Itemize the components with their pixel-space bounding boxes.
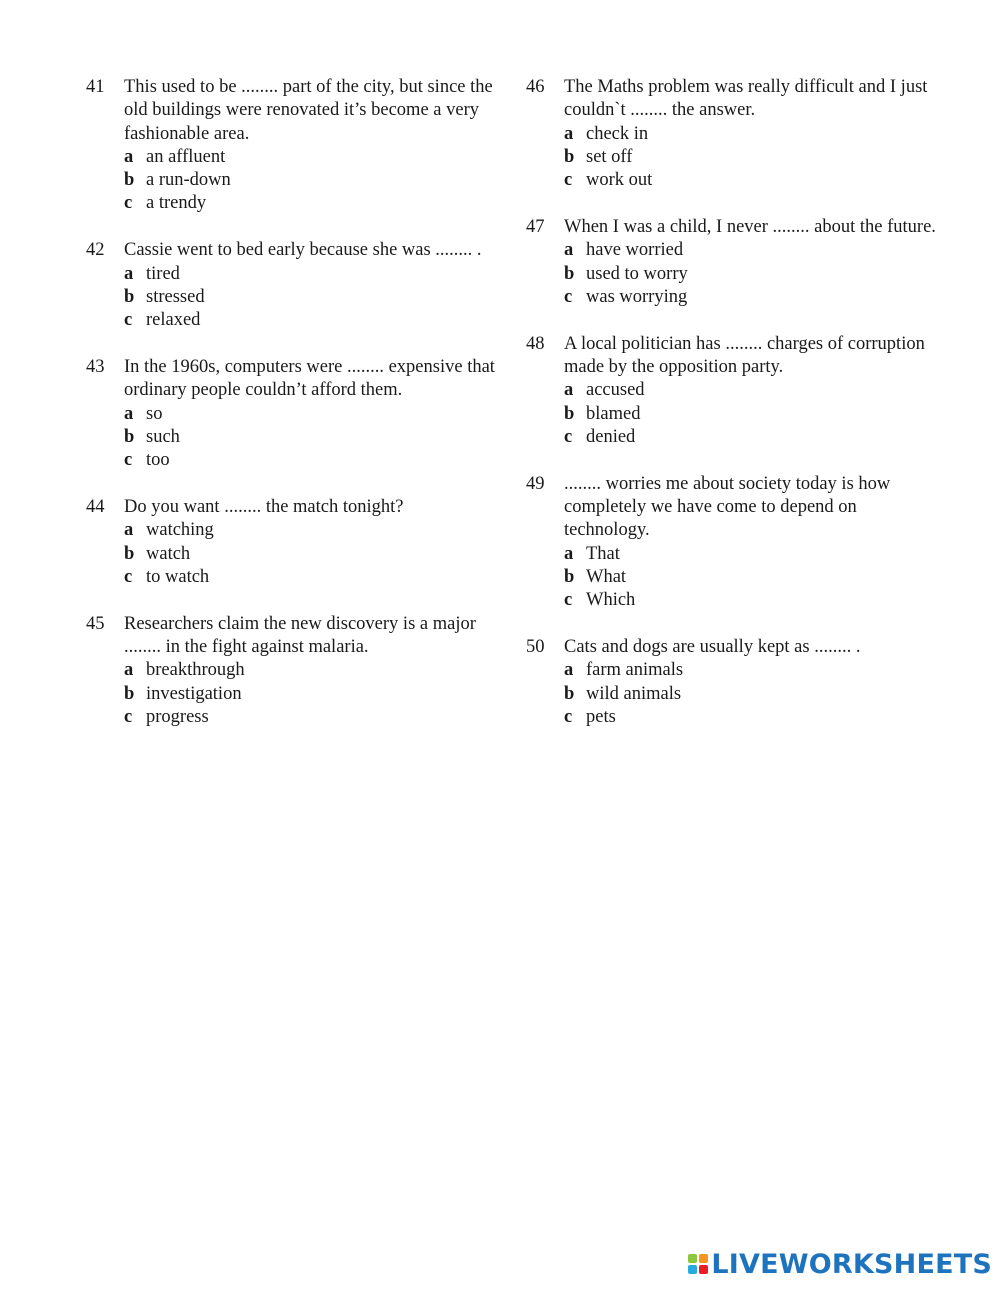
option-letter: c [124,450,133,471]
question-46 [526,76,946,192]
answer-option-c[interactable] [564,426,946,449]
option-text: work out [586,170,653,191]
option-text: relaxed [146,310,201,331]
option-text: Which [586,590,636,611]
option-letter: b [124,683,135,704]
option-letter: c [564,286,573,307]
answer-option-a[interactable] [564,543,946,566]
question-number: 41 [86,77,105,97]
answer-option-c[interactable] [124,566,496,589]
answer-option-b[interactable] [564,683,946,706]
option-text: blamed [586,403,641,424]
option-text: stressed [146,286,205,307]
question-text: ........ worries me about society today is how completely we have come to depend on technology. [564,473,891,541]
option-text: investigation [146,683,242,704]
answer-option-b[interactable] [564,566,946,589]
question-50 [526,636,946,729]
question-number: 47 [526,216,545,237]
answer-option-c[interactable] [564,706,946,729]
question-number: 46 [526,77,545,97]
question-47 [526,216,946,309]
option-letter: a [564,123,574,144]
answer-option-c[interactable] [564,589,946,612]
question-number: 49 [526,473,545,494]
question-text: Do you want ........ the match tonight? [124,496,404,517]
option-letter: c [564,170,573,191]
option-text: progress [146,706,209,727]
option-text: too [146,450,170,471]
question-44 [86,496,496,589]
option-letter: c [564,706,573,727]
question-number: 45 [86,613,105,634]
option-letter: a [564,240,574,261]
option-text: an affluent [146,146,226,167]
option-text: a run-down [146,170,231,191]
answer-option-a[interactable] [124,263,496,286]
option-text: a trendy [146,193,207,214]
option-letter: c [564,426,573,447]
answer-option-a[interactable] [124,146,496,169]
answer-option-b[interactable] [564,146,946,169]
option-letter: b [564,146,575,167]
question-text: Cassie went to bed early because she was ........ . [124,240,482,261]
question-41 [86,76,496,216]
option-text: check in [586,123,649,144]
option-letter: a [564,380,574,401]
option-letter: b [564,403,575,424]
option-text: such [146,426,180,447]
question-text: A local politician has ........ charges of corruption made by the opposition party. [564,333,925,377]
answer-option-c[interactable] [124,192,496,215]
option-text: farm animals [586,660,684,681]
option-text: watching [146,520,214,541]
option-text: set off [586,146,633,167]
answer-option-b[interactable] [124,683,496,706]
answer-option-c[interactable] [124,449,496,472]
option-text: used to worry [586,263,688,284]
option-text: wild animals [586,683,682,704]
answer-option-c[interactable] [564,169,946,192]
option-letter: b [124,426,135,447]
question-number: 44 [86,496,105,517]
option-text: What [586,566,627,587]
question-number: 43 [86,356,105,377]
answer-option-b[interactable] [124,286,496,309]
answer-option-c[interactable] [124,309,496,332]
option-text: to watch [146,566,210,587]
question-45 [86,613,496,729]
option-letter: b [124,286,135,307]
answer-option-c[interactable] [564,286,946,309]
answer-option-a[interactable] [564,379,946,402]
option-letter: c [124,566,133,587]
option-letter: c [124,193,133,214]
question-48 [526,333,946,449]
question-number: 50 [526,636,545,657]
answer-option-a[interactable] [124,519,496,542]
option-text: tired [146,263,180,284]
question-text: The Maths problem was really difficult and I just couldn`t ........ the answer. [564,77,928,121]
option-letter: a [564,543,574,564]
answer-option-b[interactable] [564,403,946,426]
option-letter: c [564,590,573,611]
question-number: 42 [86,240,105,261]
option-text: watch [146,543,191,564]
questions-column-right [526,76,946,753]
answer-option-a[interactable] [564,239,946,262]
option-text: have worried [586,240,684,261]
option-letter: b [124,543,135,564]
question-number: 48 [526,333,545,354]
liveworksheets-logo [688,1249,992,1279]
answer-option-a[interactable] [124,403,496,426]
answer-option-c[interactable] [124,706,496,729]
question-text: When I was a child, I never ........ about the future. [564,216,936,237]
option-letter: b [564,683,575,704]
answer-option-a[interactable] [564,659,946,682]
option-text: accused [586,380,645,401]
question-text: Cats and dogs are usually kept as ........ . [564,636,861,657]
answer-option-a[interactable] [564,123,946,146]
option-text: denied [586,426,636,447]
question-text: Researchers claim the new discovery is a major ........ in the fight against malaria. [124,613,476,657]
option-text: That [586,543,620,564]
option-letter: a [124,263,134,284]
option-letter: a [124,660,134,681]
question-42 [86,239,496,332]
option-letter: a [124,403,134,424]
answer-option-a[interactable] [124,659,496,682]
option-text: pets [586,706,616,727]
option-letter: c [124,310,133,331]
option-letter: b [564,263,575,284]
answer-option-b[interactable] [124,426,496,449]
option-text: was worrying [586,286,688,307]
question-43 [86,356,496,472]
answer-option-b[interactable] [124,543,496,566]
option-letter: b [564,566,575,587]
question-49 [526,473,946,613]
option-letter: b [124,170,135,191]
option-letter: a [564,660,574,681]
liveworksheets-wordmark: LIVEWORKSHEETS [711,1248,992,1280]
question-text: In the 1960s, computers were ........ expensive that ordinary people couldn’t afford them. [124,356,495,401]
answer-option-b[interactable] [564,263,946,286]
option-text: breakthrough [146,660,245,681]
option-letter: a [124,146,134,167]
question-text: This used to be ........ part of the city, but since the old buildings were renovated it’s become a very fashionable area. [124,77,493,144]
option-text: so [146,403,163,424]
questions-column-left [86,76,496,753]
option-letter: a [124,520,134,541]
option-letter: c [124,706,133,727]
liveworksheets-mark-icon [688,1254,708,1274]
answer-option-b[interactable] [124,169,496,192]
